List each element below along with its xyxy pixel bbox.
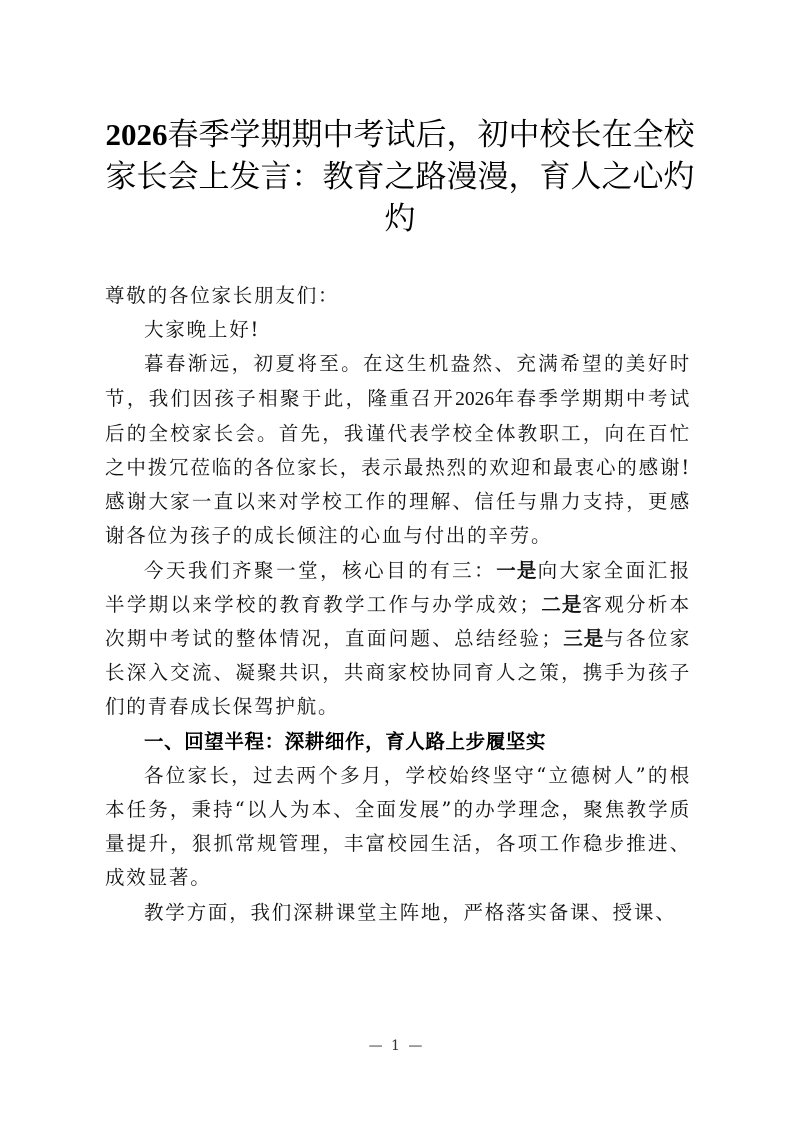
paragraph-teaching: 教学方面，我们深耕课堂主阵地，严格落实备课、授课、 xyxy=(144,900,677,924)
document-title xyxy=(100,114,700,240)
paragraph-text: 与各位家长深入交流、凝聚共识，共商家校协同育人之策，携手为孩子们的青春成长保驾护航。 xyxy=(105,627,691,719)
paragraph-opening xyxy=(105,347,691,553)
paragraph-text: 客观分析本次期中考试的整体情况，直面问题、总结经验； xyxy=(105,592,691,651)
paragraph-text: 今天我们齐聚一堂，核心目的有三： xyxy=(144,558,497,582)
paragraph-text: 年春季学期期中考试后的全校家长会。首先，我谨代表学校全体教职工，向在百忙之中拨冗莅临的各位家长，表示最热烈的欢迎和最衷心的感谢!感谢大家一直以来对学校工作的理解、信任与鼎力支持，更感谢各位为孩子的成长倾注的心血与付出的辛劳。 xyxy=(105,386,691,548)
paragraph-text: 暮春渐远，初夏将至。在这生机盎然、充满希望的美好时节，我们因孩子相聚于此，隆重召开 xyxy=(105,352,691,410)
page-number: — 1 — xyxy=(368,1038,425,1054)
document-body xyxy=(105,279,691,930)
paragraph-purpose xyxy=(105,554,691,725)
keyword-second: 二是 xyxy=(540,592,583,616)
paragraph-text: 向大家全面汇报半学期以来学校的教育教学工作与办学成效； xyxy=(105,558,691,616)
greeting: 大家晚上好! xyxy=(144,318,261,342)
title-year: 2026 xyxy=(105,117,168,152)
paragraph-review: 各位家长，过去两个多月，学校始终坚守“立德树人”的根本任务，秉持“以人为本、全面发展”的办学理念，聚焦教学质量提升，狠抓常规管理，丰富校园生活，各项工作稳步推进、成效显著。 xyxy=(105,763,691,890)
paragraph-year: 2026 xyxy=(455,388,495,410)
section-heading-1: 一、回望半程：深耕细作，育人路上步履坚实 xyxy=(144,729,547,753)
salutation: 尊敬的各位家长朋友们： xyxy=(105,284,340,307)
title-text: 春季学期期中考试后，初中校长在全校家长会上发言：教育之路漫漫，育人之心灼灼 xyxy=(105,117,695,237)
keyword-first: 一是 xyxy=(496,558,538,582)
keyword-third: 三是 xyxy=(562,627,605,651)
